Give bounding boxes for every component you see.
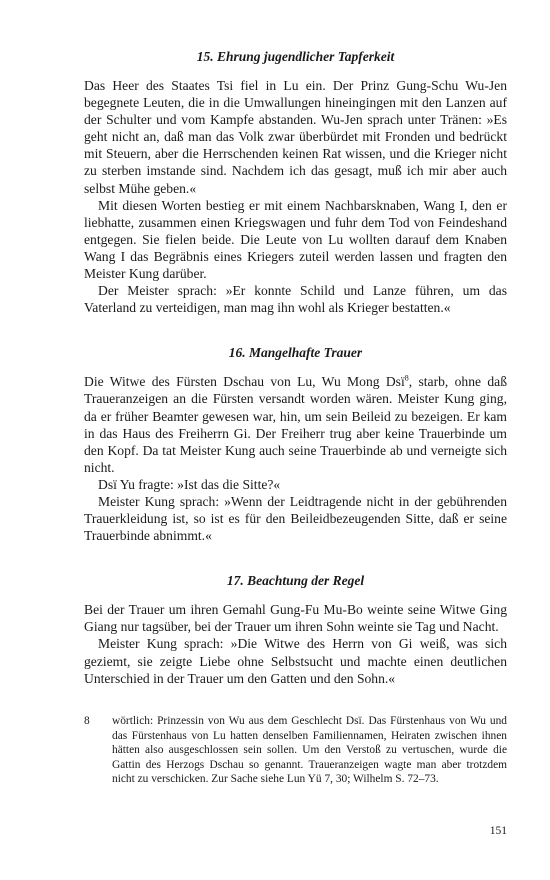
paragraph: Der Meister sprach: »Er konnte Schild und Lanze führen, um das Vaterland zu verteidigen, man mag ihn wohl als Krieger bestatten.«: [84, 283, 507, 316]
footnote-text: wörtlich: Prinzessin von Wu aus dem Geschlecht Dsï. Das Fürstenhaus von Wu und das Fürstenhaus von Lu hatten denselben Familiennamen, Heiraten zwischen ihnen hätten also ausgeschlossen sein sollen. Um den Verstoß zu vertuschen, wurde die Gattin des Herzogs Dschau so genannt. Traueranzeigen wagte man aber trotzdem nicht zu verschicken. Zur Sache siehe Lun Yü 7, 30; Wilhelm S. 72–73.: [112, 715, 507, 786]
paragraph: [84, 373, 507, 476]
section-15: [84, 48, 507, 316]
paragraph: Mit diesen Worten bestieg er mit einem Nachbarsknaben, Wang I, den er liebhatte, zusammen einen Kriegswagen und fuhr dem Tod von Feindeshand entgegen. Sie fielen beide. Die Leute von Lu wollten darauf dem Knaben Wang I das Begräbnis eines Kriegers zuteil werden lassen und fragten den Meister Kung darüber.: [84, 197, 507, 282]
footnote: [84, 714, 507, 787]
page-number: 151: [489, 825, 507, 837]
paragraph-text: , starb, ohne daß Traueranzeigen an die Fürsten versandt worden wären. Meister Kung ging, da er früher Beamter gewesen war, hin, um sein Beileid zu bezeigen. Er kam in das Haus des Freiherrn Gi. Der Freiherr trug aber keine Trauerbinde um den Kopf. Da tat Meister Kung auch seine Trauerbinde ab und verneigte sich nicht.: [84, 374, 507, 475]
section-heading: 15. Ehrung jugendlicher Tapferkeit: [196, 49, 395, 64]
section-16: [84, 344, 507, 544]
paragraph: Das Heer des Staates Tsi fiel in Lu ein. Der Prinz Gung-Schu Wu-Jen begegnete Leuten, die in die Umwallungen hineingingen mit den Lanzen auf der Schulter und vom Kampfe abstanden. Wu-Jen sprach unter Tränen: »Es geht nicht an, daß man das Volk zwar überbürdet mit Fronden und bedrückt mit Steuern, aber die Herrschenden keinen Rat wissen, und die Krieger nicht zu sterben imstande sind. Nachdem ich das gesagt, muß ich mir aber auch selbst Mühe geben.«: [84, 78, 507, 196]
section-heading: 16. Mangelhafte Trauer: [228, 345, 363, 361]
paragraph: Meister Kung sprach: »Wenn der Leidtragende nicht in der gebührenden Trauerkleidung ist, so ist es für den Beileidbezeugenden Sitte, daß er seine Trauerbinde abnimmt.«: [84, 493, 507, 544]
footnote-number: 8: [84, 715, 90, 727]
page-body: [84, 48, 507, 687]
footnote-reference: 8: [404, 373, 409, 383]
paragraph: Dsï Yu fragte: »Ist das die Sitte?«: [98, 476, 281, 492]
paragraph: Bei der Trauer um ihren Gemahl Gung-Fu Mu-Bo weinte seine Witwe Ging Giang nur tagsüber, bei der Trauer um ihren Sohn weinte sie Tag und Nacht.: [84, 602, 507, 635]
section-17: [84, 572, 507, 686]
paragraph: Meister Kung sprach: »Die Witwe des Herrn von Gi weiß, was sich geziemt, sie zeigte Liebe ohne Selbstsucht und machte einen deutlichen Unterschied in der Trauer um den Gatten und den Sohn.«: [84, 636, 507, 686]
section-heading: 17. Beachtung der Regel: [226, 573, 365, 589]
paragraph-text: Die Witwe des Fürsten Dschau von Lu, Wu Mong Dsï: [84, 374, 405, 390]
